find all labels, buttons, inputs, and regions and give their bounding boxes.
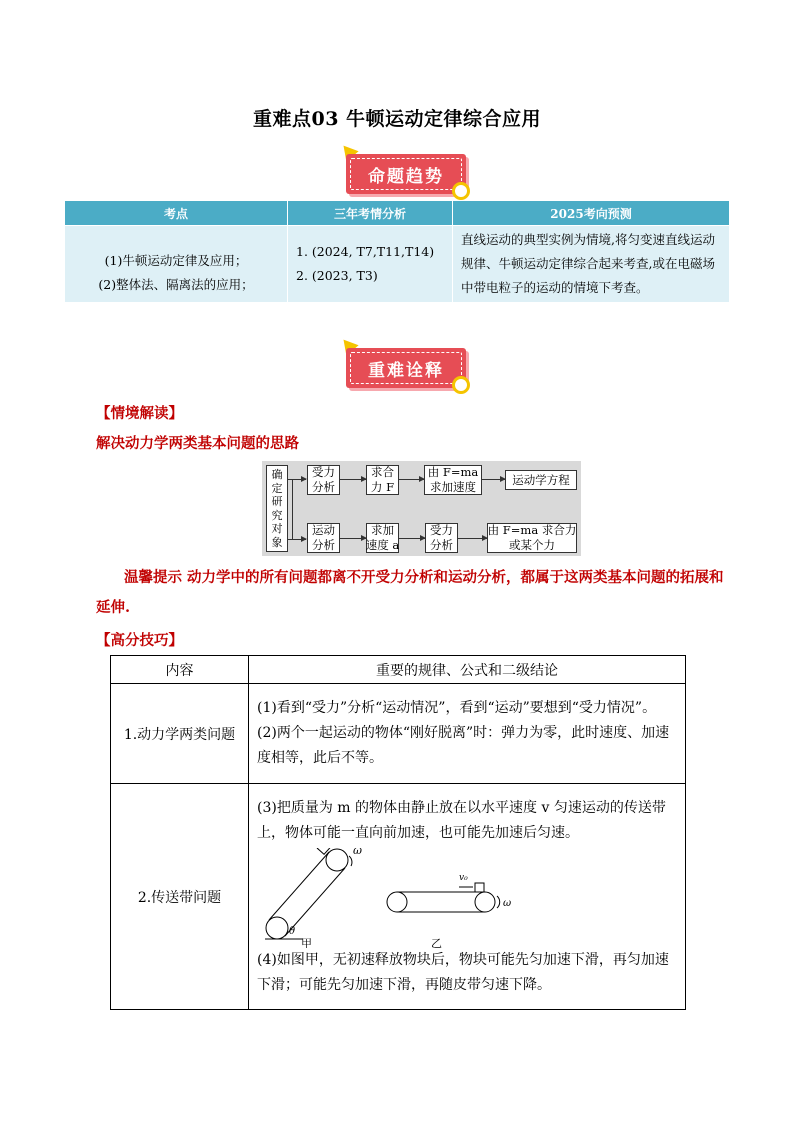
tip-text: 温馨提示 动力学中的所有问题都离不开受力分析和运动分析，都属于这两类基本问题的拓展和延伸. (96, 569, 724, 616)
header-topic: 考点 (65, 201, 288, 226)
explain-banner-label: 重难诠释 (350, 352, 462, 384)
rule-4: (4)如图甲，无初速释放物块后，物块可能先匀加速下滑，再匀加速下滑；可能先匀加速下滑，再随皮带匀速下降。 (257, 951, 669, 993)
arrow (288, 539, 306, 540)
header-analysis: 三年考情分析 (288, 201, 453, 226)
omega-label-b: ω (503, 897, 512, 909)
conveyor-figure (257, 848, 677, 948)
page-title: 重难点03 牛顿运动定律综合应用 (252, 108, 542, 130)
right-pulley (475, 892, 495, 912)
side-char: 定 (271, 481, 283, 495)
rule-2: (2)两个一起运动的物体“刚好脱离”时：弹力为零，此时速度、加速度相等，此后不等。 (257, 725, 670, 766)
side-char: 确 (271, 468, 283, 481)
topic-1: (1)牛顿运动定律及应用； (104, 252, 248, 268)
header-rules: 重要的规律、公式和二级结论 (249, 656, 686, 684)
rule-3: (3)把质量为 m 的物体由静止放在以水平速度 v 匀速运动的传送带上，物体可能一直向前加速，也可能先加速后匀速。 (257, 799, 666, 841)
side-char: 象 (271, 535, 283, 549)
arrow (399, 479, 424, 480)
flow-side-box (266, 465, 288, 552)
fig-label-a: 甲 (301, 936, 312, 948)
rule-1: (1)看到“受力”分析“运动情况”，看到“运动”要想到“受力情况”。 (257, 700, 657, 716)
arrow (399, 538, 425, 539)
left-pulley (387, 892, 407, 912)
topic-2: (2)整体法、隔离法的应用； (98, 276, 254, 292)
row-content-conveyor (249, 784, 686, 1010)
skills-table (110, 655, 686, 1010)
belt-line (269, 852, 329, 920)
flow-box-force-analysis-2: 受力 分析 (425, 523, 458, 553)
ring-icon (452, 182, 470, 200)
trend-banner-label: 命题趋势 (350, 158, 462, 190)
ring-icon (452, 376, 470, 394)
arrow (482, 479, 505, 480)
flow-box-kinematics: 运动学方程 (505, 470, 577, 490)
flow-diagram (262, 461, 581, 556)
side-char: 究 (271, 508, 283, 522)
side-char: 研 (271, 495, 283, 508)
row-topic-dynamics: 1.动力学两类问题 (111, 684, 249, 784)
header-content: 内容 (111, 656, 249, 684)
rotation-arc (497, 896, 500, 908)
explain-banner (340, 338, 470, 398)
exam-trend-table (64, 200, 730, 303)
prediction-cell: 直线运动的典型实例为情境,将匀变速直线运动规律、牛顿运动定律综合起来考查,或在电磁场中带电粒子的运动的情境下考查。 (453, 226, 730, 303)
flow-subheading: 解决动力学两类基本问题的思路 (96, 435, 299, 452)
section-skills: 【高分技巧】 (96, 632, 183, 649)
flow-box-acceleration: 由 F=ma 求加速度 (424, 465, 482, 495)
topic-cell (65, 226, 288, 303)
branch-line (292, 479, 293, 539)
arrow (288, 479, 306, 480)
flow-box-motion-analysis: 运动 分析 (307, 523, 340, 553)
exam-2: 2. (2023, T3) (296, 268, 378, 283)
inclined-conveyor (265, 848, 352, 939)
theta-label: θ (289, 925, 296, 937)
flow-box-find-acceleration: 求加 速度 a (365, 523, 400, 552)
section-situation: 【情境解读】 (96, 405, 183, 422)
arrow (458, 538, 487, 539)
header-prediction: 2025考向预测 (453, 201, 730, 226)
flow-box-net-force-result: 由 F=ma 求合力 或某个力 (487, 523, 577, 552)
flow-box-force-analysis: 受力 分析 (307, 465, 340, 495)
rotation-arc (349, 856, 352, 866)
v0-label: v₀ (459, 872, 468, 883)
row-content-dynamics (249, 684, 686, 784)
exam-1: 1. (2024, T7,T11,T14) (296, 244, 435, 259)
arrow (340, 479, 366, 480)
side-char: 对 (271, 522, 283, 535)
row-topic-conveyor: 2.传送带问题 (111, 784, 249, 1010)
flow-box-net-force: 求合 力 F (366, 465, 399, 495)
fig-label-b: 乙 (431, 936, 442, 948)
arrow (340, 538, 366, 539)
analysis-cell (288, 226, 453, 303)
trend-banner (340, 144, 470, 204)
omega-label-a: ω (353, 847, 362, 857)
horizontal-conveyor (387, 883, 500, 912)
block (475, 883, 484, 892)
